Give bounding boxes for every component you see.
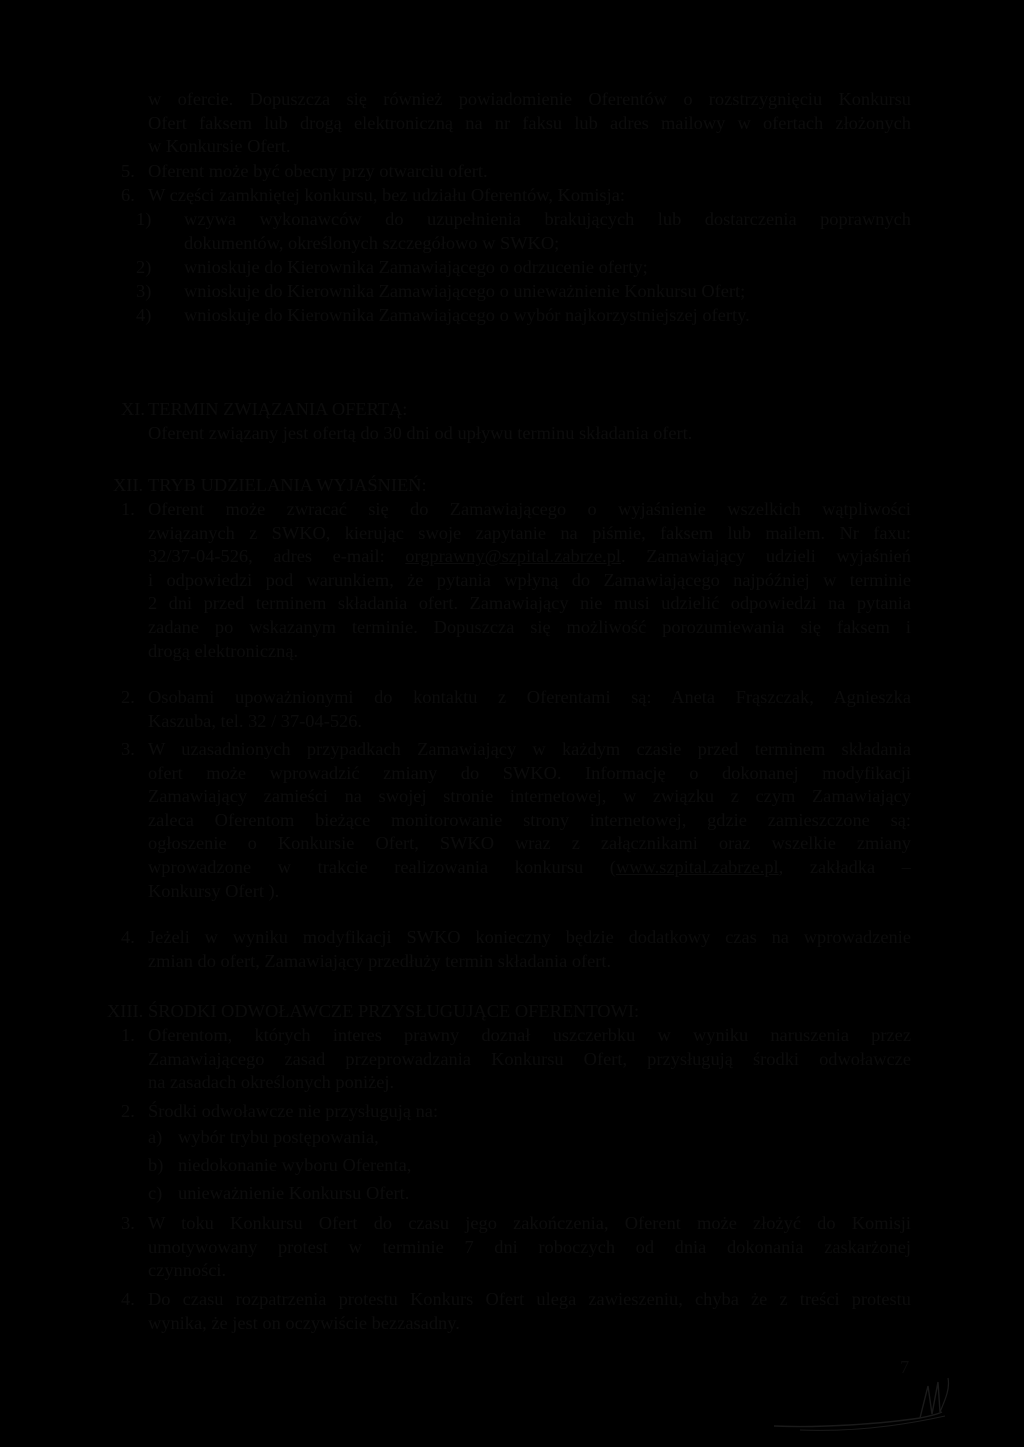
paragraph-text: Środki odwoławcze nie przysługują na: xyxy=(148,1101,439,1121)
paragraph-number: 3. xyxy=(121,1213,135,1233)
section-text: Oferent związany jest ofertą do 30 dni od upływu terminu składania ofert. xyxy=(148,423,693,443)
text-line: ofert może wprowadzić zmiany do SWKO. Informację o dokonanej modyfikacji xyxy=(148,762,911,783)
paragraph xyxy=(148,926,911,973)
website-link[interactable]: www.szpital.zabrze.pl xyxy=(615,856,779,877)
text-line: W toku Konkursu Ofert do czasu jego zakończenia, Oferent może złożyć do Komisji xyxy=(148,1213,911,1233)
list-letter: a) xyxy=(148,1127,163,1147)
list-item: niedokonanie wyboru Oferenta, xyxy=(178,1155,412,1175)
text-line: czynności. xyxy=(148,1260,227,1281)
text-line: i odpowiedzi pod warunkiem, że pytania wpłyną do Zamawiającego najpóźniej w terminie xyxy=(148,569,911,590)
text-fragment: , zakładka – xyxy=(778,856,911,877)
paragraph xyxy=(148,686,911,733)
text-fragment: 32/37-04-526, adres e-mail: xyxy=(148,546,406,567)
paragraph-number: 2. xyxy=(121,1101,135,1121)
item-text: W części zamkniętej konkursu, bez udziału Oferentów, Komisja: xyxy=(148,185,625,205)
text-line: Konkursy Ofert ). xyxy=(148,880,280,901)
text-line: Ofert faksem lub drogą elektroniczną na nr faksu lub adres mailowy w ofertach złożonych xyxy=(148,112,911,133)
signature-initials xyxy=(770,1368,970,1438)
item-number: 5. xyxy=(121,161,135,181)
section-number: XII. xyxy=(113,475,144,495)
paragraph xyxy=(148,1288,911,1335)
text-line: zadane po wskazanym terminie. Dopuszcza się możliwość porozumiewania się faksem i xyxy=(148,616,911,637)
paragraph-number: 1. xyxy=(121,499,135,519)
section-title: TERMIN ZWIĄZANIA OFERTĄ: xyxy=(148,399,408,419)
text-line xyxy=(148,856,911,880)
list-item: unieważnienie Konkursu Ofert. xyxy=(178,1183,410,1203)
paragraph xyxy=(148,1024,911,1095)
list-item: wybór trybu postępowania, xyxy=(178,1127,379,1147)
sub-item xyxy=(184,208,911,255)
paragraph-number: 3. xyxy=(121,739,135,759)
page-number: 7 xyxy=(900,1357,910,1377)
sub-item: wnioskuje do Kierownika Zamawiającego o wybór najkorzystniejszej oferty. xyxy=(184,305,750,325)
text-line: w Konkursie Ofert. xyxy=(148,136,291,157)
text-line: Jeżeli w wyniku modyfikacji SWKO konieczny będzie dodatkowy czas na wprowadzenie xyxy=(148,927,911,947)
sub-item-number: 4) xyxy=(136,305,152,325)
text-line: ogłoszenie o Konkursie Ofert, SWKO wraz z załącznikami oraz wszelkie zmiany xyxy=(148,833,911,854)
sub-item: wnioskuje do Kierownika Zamawiającego o unieważnienie Konkursu Ofert; xyxy=(184,281,746,301)
text-line: Oferentom, których interes prawny doznał uszczerbku w wyniku naruszenia przez xyxy=(148,1025,911,1045)
list-letter: b) xyxy=(148,1155,164,1175)
email-link[interactable]: orgprawny@szpital.zabrze.pl xyxy=(405,546,622,567)
text-fragment: . Zamawiający udzieli wyjaśnień xyxy=(621,546,911,567)
text-line xyxy=(148,545,911,569)
paragraph xyxy=(148,498,911,663)
section-title: TRYB UDZIELANIA WYJAŚNIEŃ: xyxy=(148,475,427,495)
sub-item-number: 3) xyxy=(136,281,152,301)
text-line: wzywa wykonawców do uzupełnienia brakujących lub dostarczenia poprawnych xyxy=(184,209,911,229)
item-number: 6. xyxy=(121,185,135,205)
list-letter: c) xyxy=(148,1183,163,1203)
text-line: 2 dni przed terminem składania ofert. Zamawiający nie musi udzielić odpowiedzi na pytania xyxy=(148,593,911,614)
text-fragment: wprowadzone w trakcie realizowania konkursu ( xyxy=(148,856,616,877)
text-line: związanych z SWKO, kierując swoje zapytanie na piśmie, faksem lub mailem. Nr faxu: xyxy=(148,522,911,543)
section-number: XIII. xyxy=(107,1001,144,1021)
paragraph xyxy=(148,738,911,903)
section-number: XI. xyxy=(121,399,146,419)
text-line: Kaszuba, tel. 32 / 37-04-526. xyxy=(148,710,362,731)
text-line: Oferent może zwracać się do Zamawiającego o wyjaśnienie wszelkich wątpliwości xyxy=(148,499,911,519)
paragraph-number: 2. xyxy=(121,687,135,707)
text-line: dokumentów, określonych szczegółowo w SWKO; xyxy=(184,232,560,253)
text-line: W uzasadnionych przypadkach Zamawiający w każdym czasie przed terminem składania xyxy=(148,739,911,759)
text-line: Osobami upoważnionymi do kontaktu z Oferentami są: Aneta Frąszczak, Agnieszka xyxy=(148,687,911,707)
sub-item-number: 2) xyxy=(136,257,152,277)
paragraph xyxy=(148,1212,911,1283)
text-line: zaleca Oferentom bieżące monitorowanie strony internetowej, gdzie zamieszczone są: xyxy=(148,809,911,830)
text-line: Zamawiający zamieści na swojej stronie internetowej, w związku z czym Zamawiający xyxy=(148,786,911,807)
text-line: wynika, że jest on oczywiście bezzasadny. xyxy=(148,1312,460,1333)
opening-paragraph xyxy=(148,88,911,159)
text-line: w ofercie. Dopuszcza się również powiadomienie Oferentów o rozstrzygnięciu Konkursu xyxy=(148,89,911,109)
text-line: Do czasu rozpatrzenia protestu Konkurs Ofert ulega zawieszeniu, chyba że z treści protestu xyxy=(148,1289,911,1309)
paragraph-number: 4. xyxy=(121,1289,135,1309)
text-line: drogą elektroniczną. xyxy=(148,640,299,661)
paragraph-number: 4. xyxy=(121,927,135,947)
text-line: umotywowany protest w terminie 7 dni roboczych od dnia dokonania zaskarżonej xyxy=(148,1236,911,1257)
text-line: Zamawiającego zasad przeprowadzania Konkursu Ofert, przysługują środki odwoławcze xyxy=(148,1048,911,1069)
item-text: Oferent może być obecny przy otwarciu ofert. xyxy=(148,161,488,181)
section-title: ŚRODKI ODWOŁAWCZE PRZYSŁUGUJĄCE OFERENTOWI: xyxy=(148,1001,640,1021)
text-line: na zasadach określonych poniżej. xyxy=(148,1072,395,1093)
text-line: zmian do ofert, Zamawiający przedłuży termin składania ofert. xyxy=(148,950,612,971)
sub-item: wnioskuje do Kierownika Zamawiającego o odrzucenie oferty; xyxy=(184,257,648,277)
paragraph-number: 1. xyxy=(121,1025,135,1045)
sub-item-number: 1) xyxy=(136,209,152,229)
